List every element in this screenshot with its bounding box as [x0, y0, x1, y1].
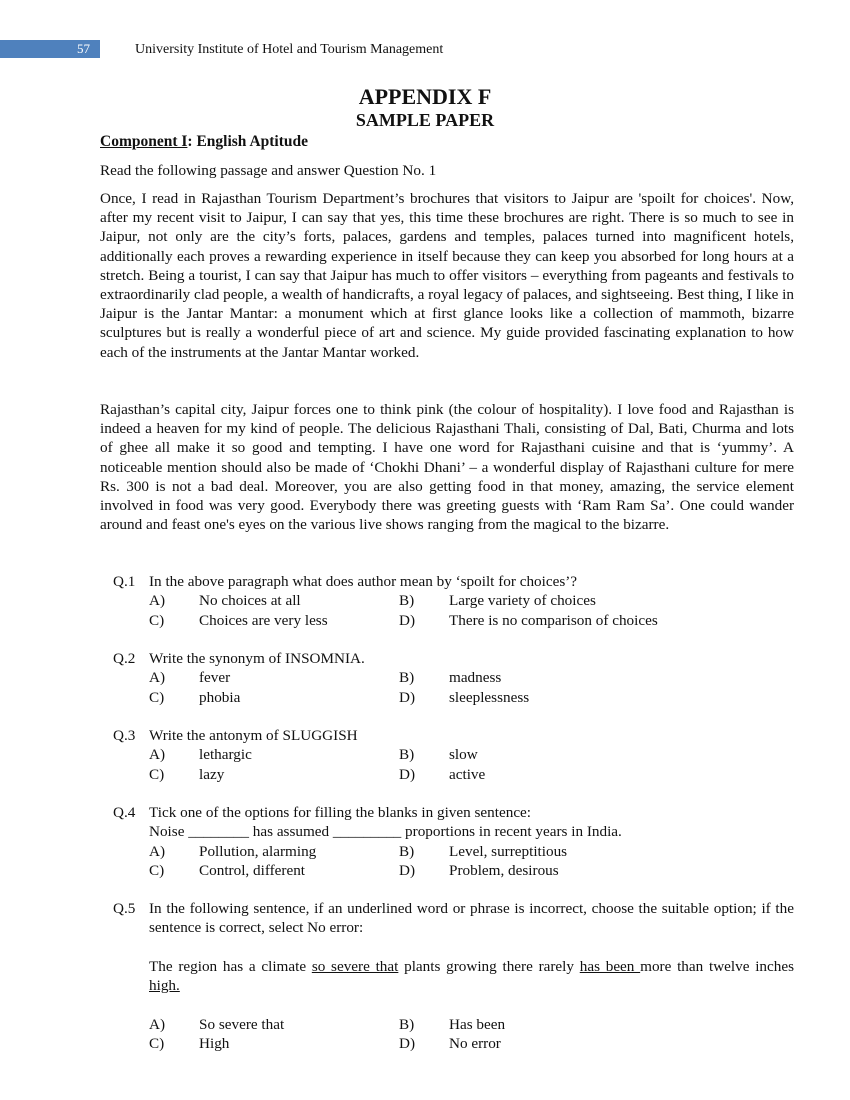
option-text: No error	[449, 1035, 501, 1053]
option-text: phobia	[199, 688, 241, 706]
option-text: slow	[449, 746, 478, 764]
underlined-phrase: high.	[149, 977, 180, 995]
component-title: : English Aptitude	[187, 133, 309, 150]
question-number: Q.4	[113, 804, 136, 821]
option-text: Control, different	[199, 862, 306, 880]
passage-paragraph-1: Once, I read in Rajasthan Tourism Department’s brochures that visitors to Jaipur are 'spoilt for choices'. Now, after my recent visit to Jaipur, I can say that yes, this time these brochures are right. There is so much to see in Jaipur, not only are the city’s forts, palaces, gardens and temples, palaces turned into magnificent hotels, additionally each proves a rewarding experience in itself because they can keep you absorbed for long hours at a stretch. Being a tourist, I can say that Jaipur has much to offer visitors – everything from pageants and festivals to extraordinarily clad people, a wealth of handicrafts, a royal legacy of palaces, and sightseeing. Best thing, I like in Jaipur is the Jantar Mantar: a monument which at first glance looks like a collection of mammoth, bizarre sculptures but is really a wonderful piece of art and science. My guide provided fascinating explanation to how each of the instruments at the Jantar Mantar worked.	[100, 190, 794, 361]
options-list	[149, 1015, 794, 1054]
option-label: A)	[149, 842, 166, 860]
running-header: University Institute of Hotel and Tourism Management	[135, 42, 444, 57]
option-text: lethargic	[199, 746, 252, 764]
option-label: A)	[149, 1015, 166, 1033]
option-text: active	[449, 765, 486, 783]
option-label: B)	[399, 1015, 415, 1033]
sentence-part: plants growing there rarely	[398, 957, 580, 975]
option-label: C)	[149, 765, 165, 783]
option-label: B)	[399, 746, 415, 764]
option-text: Problem, desirous	[449, 862, 559, 880]
option-text: Level, surreptitious	[449, 842, 568, 860]
option-label: B)	[399, 842, 415, 860]
option-text: lazy	[199, 765, 225, 783]
question-text: Write the antonym of SLUGGISH	[149, 727, 358, 744]
fill-blank-sentence: Noise ________ has assumed _________ proportions in recent years in India.	[149, 823, 622, 841]
underlined-phrase: has been	[579, 957, 641, 975]
question-text: In the following sentence, if an underlined word or phrase is incorrect, choose the suitable option; if the sentence is correct, select No error:	[149, 900, 794, 937]
option-label: B)	[399, 592, 415, 610]
option-text: High	[199, 1035, 230, 1053]
option-label: C)	[149, 688, 165, 706]
passage-paragraph-2: Rajasthan’s capital city, Jaipur forces one to think pink (the colour of hospitality). I love food and Rajasthan is indeed a heaven for my kind of people. The delicious Rajasthani Thali, consisting of Dal, Bati, Churma and lots of ghee all make it so good and tempting. I have one word for Rajasthani cuisine and that is ‘yummy’. A noticeable mention should also be made of ‘Chokhi Dhani’ – a wonderful display of Rajasthani culture for mere Rs. 300 is not a bad deal. Moreover, you are also getting food in that money, amazing, the service element involved in food was very good. Everybody there was greeting guests with ‘Ram Ram Sa’. One could wander around and feast one's eyes on the various live shows ranging from the magical to the bizarre.	[100, 401, 794, 534]
question-3	[113, 726, 794, 784]
component-heading	[100, 132, 308, 151]
question-sentence	[149, 957, 794, 996]
question-1	[113, 572, 794, 630]
option-text: Large variety of choices	[449, 592, 596, 610]
option-label: D)	[399, 1035, 416, 1053]
page-subtitle: SAMPLE PAPER	[355, 110, 495, 130]
option-text: madness	[449, 669, 502, 687]
option-label: D)	[399, 611, 416, 629]
option-text: Has been	[449, 1015, 506, 1033]
page-title: APPENDIX F	[358, 84, 492, 109]
component-label: Component I	[100, 133, 188, 150]
option-label: A)	[149, 592, 166, 610]
option-label: C)	[149, 1035, 165, 1053]
option-label: A)	[149, 746, 166, 764]
option-label: A)	[149, 669, 166, 687]
instruction-text: Read the following passage and answer Question No. 1	[100, 162, 437, 179]
underlined-phrase: so severe that	[311, 957, 399, 975]
question-text: Tick one of the options for filling the blanks in given sentence:	[149, 804, 532, 821]
sentence-part: more than twelve inches	[640, 957, 795, 975]
question-text: Write the synonym of INSOMNIA.	[149, 650, 365, 667]
option-text: sleeplessness	[449, 688, 530, 706]
question-number: Q.1	[113, 573, 136, 590]
option-text: There is no comparison of choices	[449, 611, 658, 629]
option-text: Pollution, alarming	[199, 842, 317, 860]
option-text: So severe that	[199, 1015, 285, 1033]
option-label: C)	[149, 611, 165, 629]
options-list	[149, 842, 794, 881]
option-text: No choices at all	[199, 592, 301, 610]
option-label: D)	[399, 765, 416, 783]
page-number: 57	[0, 40, 100, 58]
question-number: Q.3	[113, 727, 136, 744]
options-list	[149, 668, 794, 707]
option-label: B)	[399, 669, 415, 687]
question-text: In the above paragraph what does author mean by ‘spoilt for choices’?	[149, 573, 578, 590]
question-number: Q.2	[113, 650, 136, 667]
options-list	[149, 745, 794, 784]
option-text: fever	[199, 669, 231, 687]
question-4	[113, 803, 794, 881]
option-label: D)	[399, 862, 416, 880]
options-list	[149, 591, 794, 630]
option-text: Choices are very less	[199, 611, 328, 629]
question-5	[113, 899, 794, 1053]
question-number: Q.5	[113, 900, 136, 917]
question-2	[113, 649, 794, 707]
sentence-part: The region has a climate	[149, 957, 312, 975]
option-label: D)	[399, 688, 416, 706]
option-label: C)	[149, 862, 165, 880]
